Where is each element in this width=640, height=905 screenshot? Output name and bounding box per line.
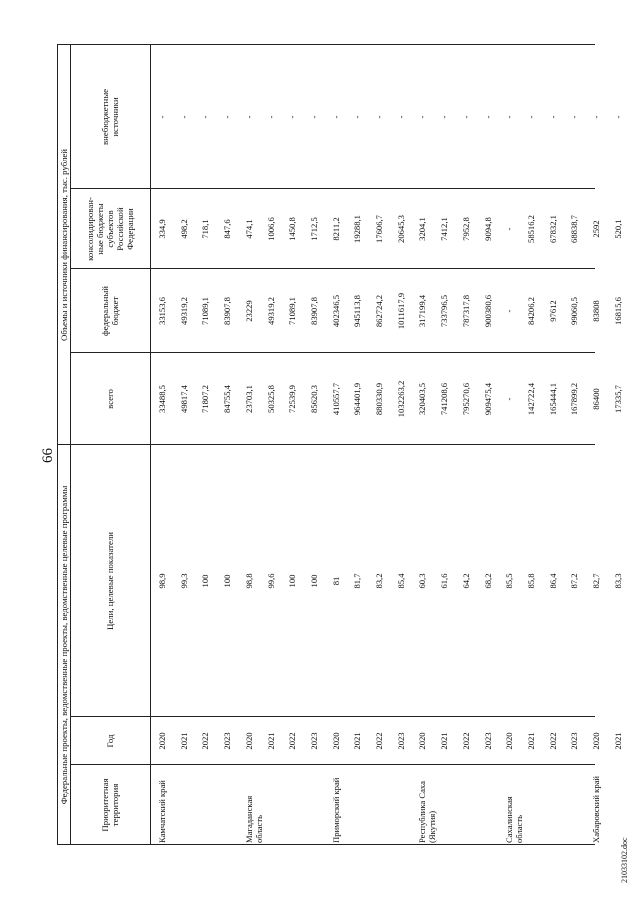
- cell-total: 320403,5: [417, 382, 428, 416]
- cell-goal: 81,7: [352, 573, 363, 589]
- cell-goal: 100: [222, 574, 233, 588]
- cell-year: 2023: [395, 732, 406, 750]
- header-goals: Цели, целевые показатели: [105, 532, 115, 630]
- cell-territory: Республика Саха (Якутия): [417, 781, 438, 843]
- cell-extra: -: [504, 115, 515, 119]
- cell-regional: 67832,1: [547, 215, 558, 243]
- table-row: [459, 0, 481, 905]
- cell-territory: Камчатский край: [157, 780, 167, 843]
- cell-year: 2020: [591, 732, 601, 750]
- cell-goal: 98,9: [157, 573, 167, 589]
- cell-year: 2022: [460, 732, 471, 750]
- cell-goal: 61,6: [439, 573, 450, 589]
- cell-federal: 71089,1: [287, 297, 298, 325]
- cell-year: 2021: [178, 732, 189, 750]
- cell-total: 86400: [591, 388, 601, 410]
- cell-federal: 16815,6: [612, 297, 623, 325]
- cell-territory: Магаданская область: [243, 795, 264, 843]
- cell-goal: 83,2: [374, 573, 384, 589]
- table-row: [372, 0, 394, 905]
- table-row: [329, 0, 351, 905]
- header-total: всего: [105, 389, 115, 409]
- cell-extra: -: [222, 115, 233, 119]
- table-row: [546, 0, 568, 905]
- cell-year: 2021: [525, 732, 536, 750]
- cell-total: 84755,4: [222, 385, 233, 413]
- header-year: Год: [105, 734, 115, 748]
- cell-goal: 85,5: [504, 573, 515, 589]
- cell-total: 71807,2: [200, 385, 211, 413]
- cell-goal: 64,2: [460, 573, 471, 589]
- cell-year: 2022: [547, 732, 558, 750]
- cell-regional: 718,1: [200, 219, 211, 239]
- cell-goal: 98,8: [243, 573, 254, 589]
- cell-goal: 100: [287, 574, 298, 588]
- cell-total: 1032263,2: [395, 380, 406, 418]
- cell-regional: 1450,8: [287, 217, 298, 241]
- cell-total: 17335,7: [612, 385, 623, 413]
- cell-federal: 99060,5: [569, 297, 580, 325]
- cell-extra: -: [547, 115, 558, 119]
- cell-regional: 20645,3: [395, 215, 406, 243]
- cell-federal: 49319,2: [178, 297, 189, 325]
- cell-year: 2020: [417, 732, 428, 750]
- header-group-title: Федеральные проекты, ведомственные проекты, ведомственные целевые программы: [58, 485, 69, 805]
- cell-regional: 334,9: [157, 219, 167, 239]
- table-row: [589, 0, 611, 905]
- cell-year: 2020: [330, 732, 341, 750]
- cell-total: -: [504, 397, 515, 401]
- cell-total: 72539,9: [287, 385, 298, 413]
- table-row: [220, 0, 242, 905]
- table-row: [307, 0, 329, 905]
- cell-federal: 33153,6: [157, 297, 167, 325]
- table-row: [350, 0, 372, 905]
- cell-regional: 1712,5: [308, 217, 319, 241]
- cell-year: 2023: [569, 732, 580, 750]
- cell-year: 2020: [243, 732, 254, 750]
- cell-federal: 97612: [547, 300, 558, 322]
- header-extra: внебюджетные источники: [100, 88, 120, 146]
- cell-goal: 99,6: [265, 573, 276, 589]
- cell-federal: 862724,2: [374, 294, 384, 328]
- cell-goal: 86,4: [547, 573, 558, 589]
- cell-federal: 402346,5: [330, 294, 341, 328]
- cell-goal: 68,2: [482, 573, 493, 589]
- cell-federal: -: [504, 309, 515, 313]
- cell-regional: 58516,2: [525, 215, 536, 243]
- cell-extra: -: [482, 115, 493, 119]
- document-footer: 21033102.doc: [620, 837, 629, 883]
- cell-year: 2020: [504, 732, 515, 750]
- table-row: [567, 0, 589, 905]
- cell-total: 795270,6: [460, 382, 471, 416]
- cell-year: 2023: [222, 732, 233, 750]
- cell-total: 964401,9: [352, 382, 363, 416]
- cell-extra: -: [612, 115, 623, 119]
- cell-regional: 17606,7: [374, 215, 384, 243]
- table-row: [524, 0, 546, 905]
- cell-extra: -: [178, 115, 189, 119]
- cell-regional: 847,6: [222, 219, 233, 239]
- cell-year: 2022: [200, 732, 211, 750]
- cell-year: 2021: [439, 732, 450, 750]
- cell-goal: 83,3: [612, 573, 623, 589]
- cell-goal: 99,3: [178, 573, 189, 589]
- table-row: [415, 0, 437, 905]
- cell-total: 49817,4: [178, 385, 189, 413]
- cell-extra: -: [243, 115, 254, 119]
- table-row: [242, 0, 264, 905]
- cell-total: 880330,9: [374, 382, 384, 416]
- cell-regional: 7412,1: [439, 217, 450, 241]
- cell-goal: 100: [200, 574, 211, 588]
- cell-federal: 945113,8: [352, 295, 363, 327]
- cell-regional: 1006,6: [265, 217, 276, 241]
- cell-total: 909475,4: [482, 382, 493, 416]
- cell-territory: Сахалинская область: [504, 796, 525, 843]
- cell-total: 33488,5: [157, 385, 167, 413]
- cell-federal: 83808: [591, 300, 601, 322]
- cell-extra: -: [569, 115, 580, 119]
- table-row: [285, 0, 307, 905]
- cell-regional: 7952,8: [460, 217, 471, 241]
- cell-total: 50325,8: [265, 385, 276, 413]
- header-regional: консолидирован-ные бюджеты субъектов Российской Федерации: [85, 197, 135, 261]
- cell-territory: Хабаровский край: [591, 775, 601, 843]
- table-row: [611, 0, 633, 905]
- cell-year: 2020: [157, 732, 167, 750]
- cell-regional: 8211,2: [330, 217, 341, 241]
- cell-extra: -: [395, 115, 406, 119]
- cell-regional: 9094,8: [482, 217, 493, 241]
- table-row: [394, 0, 416, 905]
- cell-federal: 71089,1: [200, 297, 211, 325]
- cell-federal: 84206,2: [525, 297, 536, 325]
- table-row: [264, 0, 286, 905]
- cell-federal: 733796,5: [439, 294, 450, 328]
- header-finance-title: Объемы и источники финансирования, тыс. рублей: [58, 149, 69, 341]
- cell-territory: Приморский край: [330, 777, 341, 843]
- cell-federal: 317199,4: [417, 294, 428, 328]
- cell-extra: -: [525, 115, 536, 119]
- cell-federal: 83907,8: [308, 297, 319, 325]
- cell-total: 142722,4: [525, 382, 536, 416]
- cell-regional: 3204,1: [417, 217, 428, 241]
- cell-extra: -: [330, 115, 341, 119]
- cell-extra: -: [591, 115, 601, 119]
- cell-goal: 100: [308, 574, 319, 588]
- cell-extra: -: [460, 115, 471, 119]
- cell-federal: 787317,8: [460, 294, 471, 328]
- table-row: [177, 0, 199, 905]
- cell-total: 23703,1: [243, 385, 254, 413]
- cell-year: 2022: [287, 732, 298, 750]
- cell-federal: 49319,2: [265, 297, 276, 325]
- cell-total: 410557,7: [330, 382, 341, 416]
- cell-year: 2023: [308, 732, 319, 750]
- cell-goal: 85,8: [525, 573, 536, 589]
- cell-extra: -: [265, 115, 276, 119]
- cell-extra: -: [439, 115, 450, 119]
- cell-federal: 900380,6: [482, 294, 493, 328]
- cell-year: 2021: [352, 732, 363, 750]
- cell-goal: 82,7: [591, 573, 601, 589]
- cell-federal: 23229: [243, 300, 254, 322]
- table-row: [198, 0, 220, 905]
- cell-goal: 60,3: [417, 573, 428, 589]
- cell-goal: 87,2: [569, 573, 580, 589]
- cell-federal: 1011617,9: [395, 292, 406, 330]
- cell-regional: 19288,1: [352, 215, 363, 243]
- table-row: [481, 0, 503, 905]
- cell-year: 2021: [265, 732, 276, 750]
- cell-extra: -: [374, 115, 384, 119]
- cell-regional: -: [504, 227, 515, 231]
- cell-total: 741208,6: [439, 382, 450, 416]
- cell-year: 2023: [482, 732, 493, 750]
- cell-year: 2022: [374, 732, 384, 750]
- cell-total: 85620,3: [308, 385, 319, 413]
- cell-extra: -: [200, 115, 211, 119]
- cell-extra: -: [287, 115, 298, 119]
- header-territory: Приоритетная территория: [100, 778, 120, 832]
- cell-federal: 83907,8: [222, 297, 233, 325]
- cell-total: 167899,2: [569, 382, 580, 416]
- cell-extra: -: [308, 115, 319, 119]
- cell-regional: 68838,7: [569, 215, 580, 243]
- table-row: [437, 0, 459, 905]
- cell-extra: -: [157, 115, 167, 119]
- table-row: [502, 0, 524, 905]
- cell-year: 2021: [612, 732, 623, 750]
- cell-regional: 474,1: [243, 219, 254, 239]
- cell-regional: 2592: [591, 220, 601, 238]
- cell-total: 165444,1: [547, 382, 558, 416]
- cell-extra: -: [417, 115, 428, 119]
- cell-regional: 520,1: [612, 219, 623, 239]
- cell-goal: 85,4: [395, 573, 406, 589]
- table-row: [155, 0, 177, 905]
- cell-goal: 81: [330, 576, 341, 586]
- header-federal: федеральный бюджет: [100, 286, 120, 336]
- page-number: 66: [40, 448, 56, 463]
- cell-extra: -: [352, 115, 363, 119]
- cell-regional: 498,2: [178, 219, 189, 239]
